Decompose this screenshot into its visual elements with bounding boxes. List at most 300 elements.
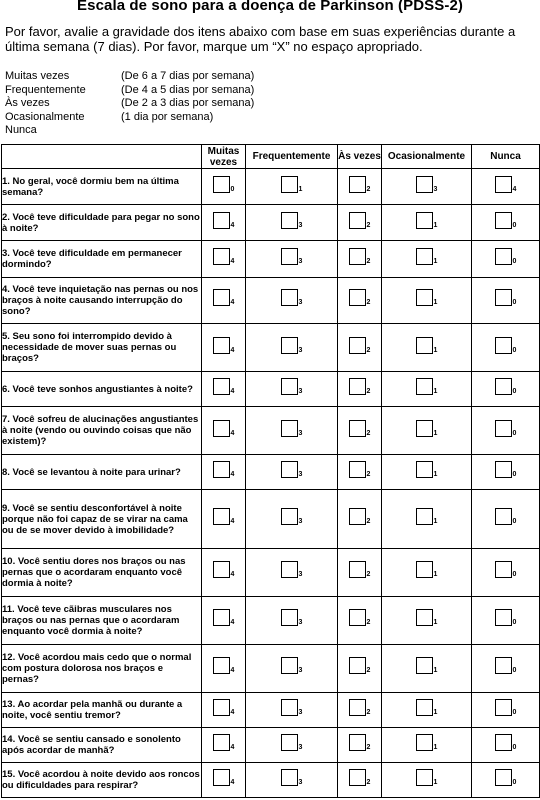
answer-checkbox[interactable] [349, 699, 366, 716]
answer-checkbox[interactable] [349, 609, 366, 626]
score-value: 4 [230, 257, 235, 265]
answer-checkbox[interactable] [495, 248, 512, 265]
answer-cell [246, 644, 338, 692]
answer-checkbox[interactable] [416, 699, 433, 716]
score-value: 0 [512, 471, 517, 479]
score-value: 4 [230, 518, 235, 526]
score-value: 1 [298, 185, 303, 193]
answer-checkbox[interactable] [349, 561, 366, 578]
answer-checkbox[interactable] [213, 289, 230, 306]
answer-option [213, 508, 235, 525]
score-value: 4 [230, 708, 235, 716]
answer-checkbox[interactable] [416, 337, 433, 354]
score-value: 0 [512, 571, 517, 579]
score-value: 3 [298, 518, 303, 526]
answer-checkbox[interactable] [495, 609, 512, 626]
answer-option [281, 289, 303, 306]
answer-cell [338, 277, 382, 324]
answer-checkbox[interactable] [416, 769, 433, 786]
answer-checkbox[interactable] [349, 461, 366, 478]
answer-option [495, 508, 517, 525]
answer-cell [472, 727, 540, 762]
answer-checkbox[interactable] [495, 657, 512, 674]
answer-cell [338, 692, 382, 727]
answer-checkbox[interactable] [495, 461, 512, 478]
answer-option [213, 289, 235, 306]
answer-checkbox[interactable] [281, 337, 298, 354]
answer-option [416, 176, 438, 193]
question-text: 3. Você teve dificuldade em permanecer dormindo? [2, 241, 202, 277]
answer-option [281, 609, 303, 626]
answer-checkbox[interactable] [495, 289, 512, 306]
answer-checkbox[interactable] [213, 337, 230, 354]
question-text: 6. Você teve sonhos angustiantes à noite? [2, 372, 202, 407]
score-value: 3 [298, 667, 303, 675]
score-value: 2 [366, 667, 371, 675]
answer-option [416, 248, 438, 265]
question-text: 12. Você acordou mais cedo que o normal com postura dolorosa nos braços e pernas? [2, 644, 202, 692]
answer-cell [382, 548, 472, 596]
answer-option [349, 769, 371, 786]
question-row [2, 596, 540, 644]
answer-cell [202, 692, 246, 727]
question-row [2, 407, 540, 455]
answer-checkbox[interactable] [416, 176, 433, 193]
column-header-muitas-vezes: Muitas vezes [202, 145, 246, 169]
legend-row [5, 97, 254, 111]
score-value: 2 [366, 185, 371, 193]
answer-option [281, 420, 303, 437]
answer-checkbox[interactable] [495, 699, 512, 716]
score-value: 3 [433, 185, 438, 193]
answer-checkbox[interactable] [349, 212, 366, 229]
score-value: 4 [230, 221, 235, 229]
answer-cell [472, 644, 540, 692]
answer-option [416, 699, 438, 716]
answer-cell [202, 372, 246, 407]
answer-option [495, 248, 517, 265]
score-value: 3 [298, 221, 303, 229]
score-value: 3 [298, 708, 303, 716]
answer-checkbox[interactable] [349, 289, 366, 306]
score-value: 2 [366, 571, 371, 579]
score-value: 0 [512, 299, 517, 307]
answer-cell [202, 490, 246, 549]
answer-cell [246, 596, 338, 644]
answer-checkbox[interactable] [349, 769, 366, 786]
score-value: 3 [298, 778, 303, 786]
score-value: 0 [512, 743, 517, 751]
answer-checkbox[interactable] [416, 248, 433, 265]
answer-checkbox[interactable] [416, 461, 433, 478]
answer-cell [246, 692, 338, 727]
score-value: 0 [512, 388, 517, 396]
answer-option [349, 561, 371, 578]
answer-cell [246, 205, 338, 241]
answer-checkbox[interactable] [349, 176, 366, 193]
score-value: 1 [433, 743, 438, 751]
answer-option [281, 699, 303, 716]
score-value: 1 [433, 619, 438, 627]
answer-cell [338, 241, 382, 277]
answer-cell [338, 548, 382, 596]
score-value: 3 [298, 429, 303, 437]
answer-checkbox[interactable] [213, 508, 230, 525]
answer-checkbox[interactable] [416, 508, 433, 525]
score-value: 2 [366, 708, 371, 716]
sleep-scale-table [1, 144, 540, 798]
answer-checkbox[interactable] [281, 289, 298, 306]
answer-option [495, 289, 517, 306]
answer-checkbox[interactable] [213, 657, 230, 674]
answer-checkbox[interactable] [416, 420, 433, 437]
answer-checkbox[interactable] [416, 734, 433, 751]
answer-cell [338, 644, 382, 692]
answer-option [281, 769, 303, 786]
question-row [2, 241, 540, 277]
score-value: 2 [366, 778, 371, 786]
answer-option [495, 461, 517, 478]
score-value: 3 [298, 346, 303, 354]
table-header-row [2, 145, 540, 169]
question-row [2, 548, 540, 596]
question-text: 4. Você teve inquietação nas pernas ou nos braços à noite causando interrupção do sono? [2, 277, 202, 324]
question-text: 5. Seu sono foi interrompido devido à necessidade de mover suas pernas ou braços? [2, 324, 202, 372]
answer-cell [338, 205, 382, 241]
answer-option [349, 289, 371, 306]
answer-option [495, 734, 517, 751]
answer-option [349, 657, 371, 674]
score-value: 0 [512, 518, 517, 526]
score-value: 1 [433, 667, 438, 675]
question-text: 1. No geral, você dormiu bem na última semana? [2, 169, 202, 205]
answer-checkbox[interactable] [495, 212, 512, 229]
answer-checkbox[interactable] [213, 734, 230, 751]
answer-cell [382, 490, 472, 549]
answer-checkbox[interactable] [416, 212, 433, 229]
score-value: 0 [512, 708, 517, 716]
answer-cell [202, 241, 246, 277]
answer-cell [202, 455, 246, 490]
score-value: 2 [366, 743, 371, 751]
answer-cell [246, 407, 338, 455]
score-value: 0 [512, 619, 517, 627]
answer-cell [382, 277, 472, 324]
answer-option [281, 508, 303, 525]
answer-checkbox[interactable] [213, 699, 230, 716]
answer-cell [338, 762, 382, 797]
answer-checkbox[interactable] [349, 508, 366, 525]
answer-checkbox[interactable] [281, 461, 298, 478]
answer-cell [382, 455, 472, 490]
answer-option [281, 212, 303, 229]
answer-option [495, 657, 517, 674]
answer-cell [202, 407, 246, 455]
legend-description: (De 6 a 7 dias por semana) [121, 70, 255, 82]
score-value: 0 [512, 667, 517, 675]
score-value: 4 [230, 743, 235, 751]
answer-checkbox[interactable] [213, 769, 230, 786]
answer-option [416, 769, 438, 786]
score-value: 2 [366, 299, 371, 307]
score-value: 0 [230, 185, 235, 193]
answer-option [416, 337, 438, 354]
answer-cell [202, 205, 246, 241]
question-row [2, 455, 540, 490]
answer-option [349, 176, 371, 193]
answer-checkbox[interactable] [281, 420, 298, 437]
answer-checkbox[interactable] [495, 769, 512, 786]
answer-option [495, 176, 517, 193]
legend-term: Muitas vezes [5, 70, 70, 82]
answer-checkbox[interactable] [416, 378, 433, 395]
answer-cell [382, 596, 472, 644]
answer-checkbox[interactable] [281, 248, 298, 265]
answer-checkbox[interactable] [349, 734, 366, 751]
answer-cell [382, 169, 472, 205]
answer-cell [382, 727, 472, 762]
score-value: 2 [366, 429, 371, 437]
answer-cell [382, 692, 472, 727]
answer-checkbox[interactable] [281, 176, 298, 193]
answer-option [213, 561, 235, 578]
score-value: 1 [433, 518, 438, 526]
legend-description: (1 dia por semana) [121, 110, 214, 123]
answer-cell [472, 277, 540, 324]
answer-option [213, 420, 235, 437]
answer-checkbox[interactable] [495, 420, 512, 437]
question-text: 8. Você se levantou à noite para urinar? [2, 455, 202, 490]
answer-option [416, 508, 438, 525]
question-text: 7. Você sofreu de alucinações angustiantes à noite (vendo ou ouvindo coisas que não existem)? [2, 407, 202, 455]
answer-option [213, 657, 235, 674]
answer-checkbox[interactable] [213, 176, 230, 193]
score-value: 1 [433, 346, 438, 354]
answer-cell [338, 596, 382, 644]
score-value: 2 [366, 518, 371, 526]
question-text: 2. Você teve dificuldade para pegar no sono à noite? [2, 205, 202, 241]
legend-term: Ocasionalmente [5, 110, 85, 123]
answer-checkbox[interactable] [495, 176, 512, 193]
legend-description: (De 2 a 3 dias por semana) [121, 97, 255, 109]
answer-checkbox[interactable] [416, 289, 433, 306]
answer-checkbox[interactable] [349, 657, 366, 674]
legend-row [5, 84, 254, 98]
answer-checkbox[interactable] [495, 337, 512, 354]
answer-option [416, 420, 438, 437]
answer-cell [338, 372, 382, 407]
score-value: 4 [230, 299, 235, 307]
score-value: 3 [298, 388, 303, 396]
answer-option [495, 337, 517, 354]
question-row [2, 490, 540, 549]
answer-checkbox[interactable] [495, 734, 512, 751]
answer-cell [382, 762, 472, 797]
question-row [2, 277, 540, 324]
answer-cell [382, 205, 472, 241]
answer-option [349, 699, 371, 716]
answer-option [416, 212, 438, 229]
instructions-text: Por favor, avalie a gravidade dos itens abaixo com base em suas experiências durante a última semana (7 dias). Por favor, marque um “X” no espaço apropriado. [5, 24, 516, 54]
score-value: 3 [298, 471, 303, 479]
legend-term: Às vezes [5, 97, 50, 109]
answer-cell [246, 455, 338, 490]
answer-checkbox[interactable] [349, 337, 366, 354]
answer-option [495, 699, 517, 716]
score-value: 3 [298, 743, 303, 751]
answer-checkbox[interactable] [281, 508, 298, 525]
answer-option [495, 420, 517, 437]
answer-option [281, 461, 303, 478]
answer-option [213, 769, 235, 786]
score-value: 1 [433, 571, 438, 579]
answer-checkbox[interactable] [281, 212, 298, 229]
answer-checkbox[interactable] [416, 609, 433, 626]
score-value: 3 [298, 299, 303, 307]
answer-checkbox[interactable] [495, 561, 512, 578]
answer-checkbox[interactable] [495, 378, 512, 395]
answer-option [213, 378, 235, 395]
answer-option [349, 378, 371, 395]
answer-option [281, 657, 303, 674]
answer-cell [472, 548, 540, 596]
answer-option [349, 212, 371, 229]
score-value: 2 [366, 346, 371, 354]
answer-option [349, 734, 371, 751]
answer-option [416, 657, 438, 674]
answer-checkbox[interactable] [281, 769, 298, 786]
answer-option [213, 337, 235, 354]
score-value: 4 [230, 667, 235, 675]
legend-row [5, 111, 254, 125]
column-header-frequentemente: Frequentemente [246, 145, 338, 169]
score-value: 3 [298, 571, 303, 579]
answer-checkbox[interactable] [349, 248, 366, 265]
answer-cell [382, 407, 472, 455]
score-value: 1 [433, 257, 438, 265]
score-value: 4 [512, 185, 517, 193]
answer-option [349, 461, 371, 478]
answer-cell [382, 241, 472, 277]
answer-option [213, 176, 235, 193]
answer-checkbox[interactable] [495, 508, 512, 525]
answer-checkbox[interactable] [281, 378, 298, 395]
answer-cell [246, 727, 338, 762]
answer-checkbox[interactable] [213, 561, 230, 578]
score-value: 1 [433, 778, 438, 786]
answer-cell [472, 455, 540, 490]
answer-checkbox[interactable] [281, 609, 298, 626]
answer-checkbox[interactable] [213, 248, 230, 265]
answer-checkbox[interactable] [416, 657, 433, 674]
form-title: Escala de sono para a doença de Parkinson (PDSS-2) [77, 0, 463, 14]
answer-checkbox[interactable] [213, 461, 230, 478]
answer-checkbox[interactable] [349, 420, 366, 437]
score-value: 1 [433, 221, 438, 229]
score-value: 3 [298, 257, 303, 265]
answer-cell [338, 490, 382, 549]
answer-option [416, 378, 438, 395]
answer-checkbox[interactable] [281, 561, 298, 578]
answer-checkbox[interactable] [213, 609, 230, 626]
answer-option [349, 609, 371, 626]
answer-option [281, 734, 303, 751]
answer-checkbox[interactable] [281, 734, 298, 751]
score-value: 0 [512, 778, 517, 786]
answer-option [495, 378, 517, 395]
answer-checkbox[interactable] [416, 561, 433, 578]
score-value: 2 [366, 388, 371, 396]
answer-cell [472, 692, 540, 727]
answer-option [281, 248, 303, 265]
answer-cell [472, 324, 540, 372]
answer-cell [472, 490, 540, 549]
answer-cell [472, 762, 540, 797]
answer-option [349, 420, 371, 437]
column-header-as-vezes: Às vezes [338, 145, 382, 169]
answer-cell [202, 644, 246, 692]
score-value: 2 [366, 471, 371, 479]
answer-option [495, 561, 517, 578]
answer-option [495, 212, 517, 229]
score-value: 0 [512, 429, 517, 437]
answer-checkbox[interactable] [213, 212, 230, 229]
answer-option [349, 508, 371, 525]
answer-checkbox[interactable] [213, 420, 230, 437]
answer-option [213, 609, 235, 626]
score-value: 1 [433, 471, 438, 479]
answer-cell [246, 241, 338, 277]
answer-cell [338, 169, 382, 205]
score-value: 2 [366, 257, 371, 265]
column-header-nunca: Nunca [472, 145, 540, 169]
question-row [2, 169, 540, 205]
score-value: 1 [433, 429, 438, 437]
score-value: 1 [433, 708, 438, 716]
answer-cell [382, 644, 472, 692]
answer-option [281, 561, 303, 578]
answer-option [349, 248, 371, 265]
question-row [2, 205, 540, 241]
answer-option [213, 734, 235, 751]
answer-cell [472, 241, 540, 277]
answer-checkbox[interactable] [213, 378, 230, 395]
score-value: 4 [230, 346, 235, 354]
answer-cell [246, 372, 338, 407]
answer-checkbox[interactable] [281, 699, 298, 716]
score-value: 4 [230, 778, 235, 786]
column-header-ocasionalmente: Ocasionalmente [382, 145, 472, 169]
score-value: 1 [433, 299, 438, 307]
answer-option [213, 461, 235, 478]
answer-option [281, 337, 303, 354]
answer-cell [202, 169, 246, 205]
answer-cell [202, 762, 246, 797]
answer-option [416, 289, 438, 306]
answer-cell [338, 727, 382, 762]
score-value: 1 [433, 388, 438, 396]
question-text: 9. Você se sentiu desconfortável à noite porque não foi capaz de se virar na cama ou de se mover devido à imobilidade? [2, 490, 202, 549]
question-text: 11. Você teve cãibras musculares nos braços ou nas pernas que o acordaram enquanto você dormia à noite? [2, 596, 202, 644]
answer-option [495, 769, 517, 786]
answer-checkbox[interactable] [349, 378, 366, 395]
answer-checkbox[interactable] [281, 657, 298, 674]
score-value: 4 [230, 619, 235, 627]
answer-cell [246, 490, 338, 549]
answer-cell [246, 169, 338, 205]
answer-cell [338, 324, 382, 372]
answer-cell [246, 324, 338, 372]
